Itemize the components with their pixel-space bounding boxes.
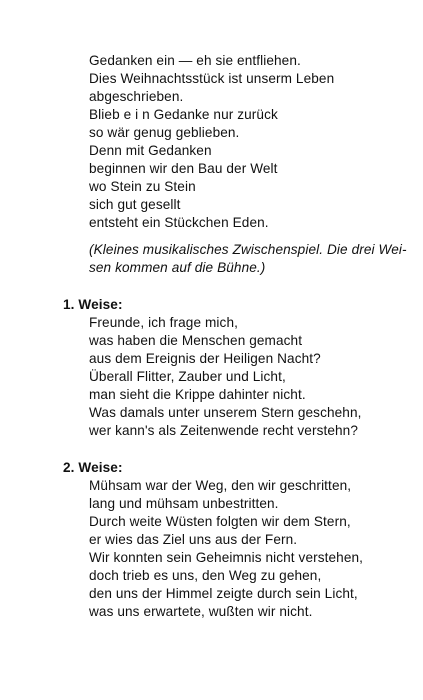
intro-line: so wär genug geblieben. <box>89 125 240 140</box>
intro-line: Gedanken ein — eh sie entfliehen. <box>89 53 301 68</box>
verse-line: er wies das Ziel uns aus der Fern. <box>89 532 298 547</box>
intro-line: Dies Weihnachtsstück ist unserm Leben <box>89 71 335 86</box>
intro-line: sich gut gesellt <box>89 197 181 212</box>
verse-line: Durch weite Wüsten folgten wir dem Stern, <box>89 514 351 529</box>
intro-line: wo Stein zu Stein <box>89 179 196 194</box>
stage-direction-line: sen kommen auf die Bühne.) <box>89 260 266 275</box>
verse-line: aus dem Ereignis der Heiligen Nacht? <box>89 351 321 366</box>
verse-line: was haben die Menschen gemacht <box>89 333 303 348</box>
intro-line: Denn mit Gedanken <box>89 143 212 158</box>
intro-line: Blieb e i n Gedanke nur zurück <box>89 107 278 122</box>
speaker-label: 2. Weise: <box>63 460 123 475</box>
verse-line: Mühsam war der Weg, den wir geschritten, <box>89 478 352 493</box>
verse-line: wer kann's als Zeitenwende recht verstehn? <box>89 423 358 438</box>
verse-line: Wir konnten sein Geheimnis nicht verstehen, <box>89 550 364 565</box>
verse-line: Überall Flitter, Zauber und Licht, <box>89 369 286 384</box>
verse-line: Was damals unter unserem Stern geschehn, <box>89 405 362 420</box>
intro-line: abgeschrieben. <box>89 89 184 104</box>
verse-line: doch trieb es uns, den Weg zu gehen, <box>89 568 322 583</box>
verse-line: den uns der Himmel zeigte durch sein Licht, <box>89 586 358 601</box>
stage-direction-line: (Kleines musikalisches Zwischenspiel. Die drei Wei- <box>89 242 407 257</box>
verse-line: man sieht die Krippe dahinter nicht. <box>89 387 306 402</box>
intro-line: beginnen wir den Bau der Welt <box>89 161 278 176</box>
speaker-label: 1. Weise: <box>63 297 123 312</box>
verse-line: Freunde, ich frage mich, <box>89 315 238 330</box>
verse-line: lang und mühsam unbestritten. <box>89 496 279 511</box>
intro-line: entsteht ein Stückchen Eden. <box>89 215 269 230</box>
verse-line: was uns erwartete, wußten wir nicht. <box>89 604 313 619</box>
